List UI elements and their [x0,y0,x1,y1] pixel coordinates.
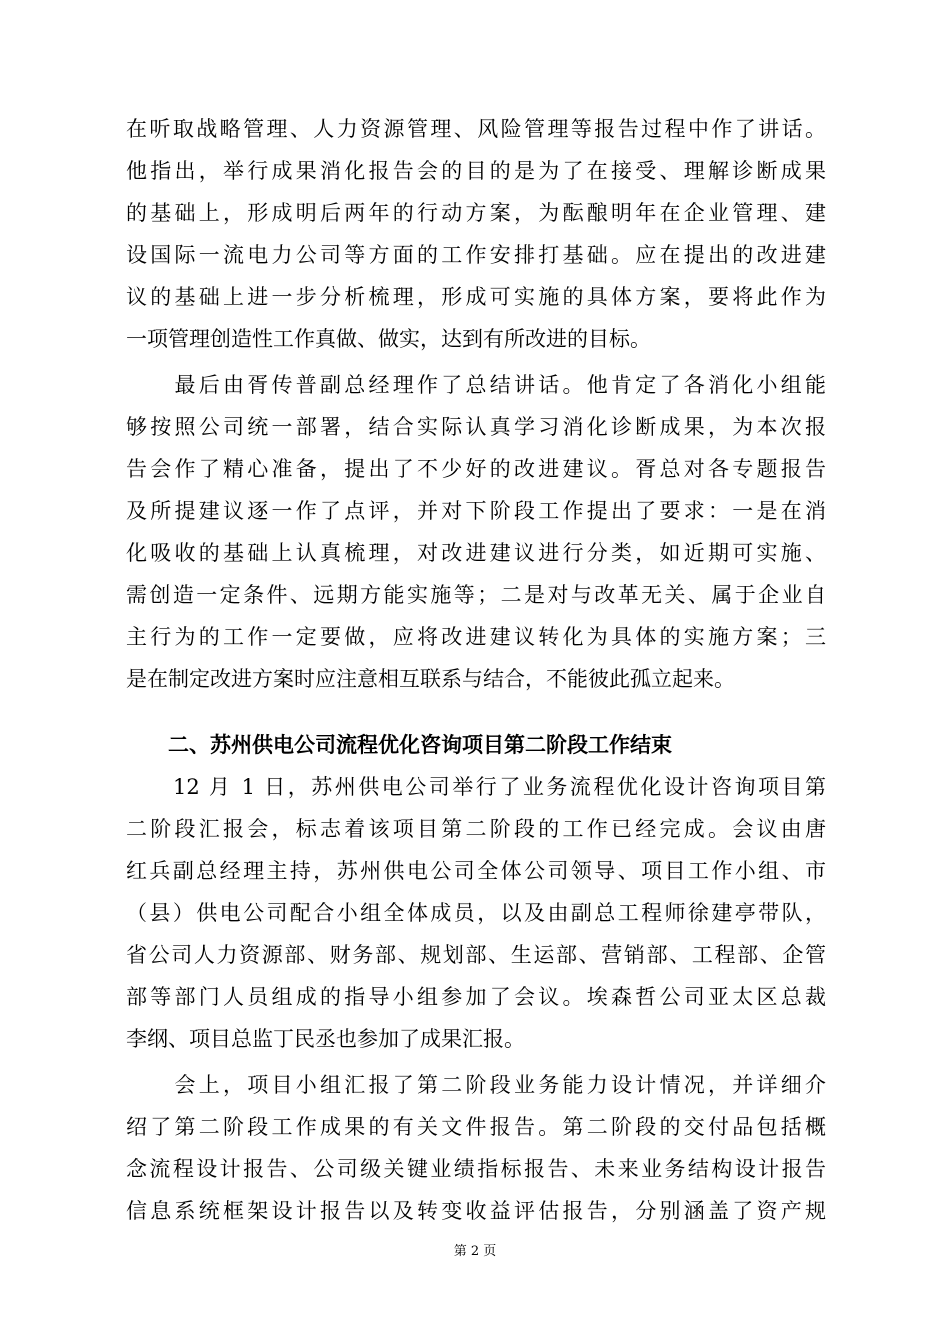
paragraph-line: 念流程设计报告、公司级关键业绩指标报告、未来业务结构设计报告 [126,1157,826,1181]
paragraph-line: 会上，项目小组汇报了第二阶段业务能力设计情况，并详细介 [126,1073,826,1097]
section-heading: 二、苏州供电公司流程优化咨询项目第二阶段工作结束 [168,733,672,757]
paragraph-line: 议的基础上进一步分析梳理，形成可实施的具体方案，要将此作为 [126,285,826,309]
paragraph-line: 李纲、项目总监丁民丞也参加了成果汇报。 [126,1027,525,1051]
paragraph-line: 最后由胥传普副总经理作了总结讲话。他肯定了各消化小组能 [126,373,826,397]
paragraph-line: 需创造一定条件、远期方能实施等；二是对与改革无关、属于企业自 [126,583,826,607]
paragraph-line: 二阶段汇报会，标志着该项目第二阶段的工作已经完成。会议由唐 [126,817,826,841]
paragraph-line: 化吸收的基础上认真梳理，对改进建议进行分类，如近期可实施、 [126,541,826,565]
paragraph-line: 是在制定改进方案时应注意相互联系与结合，不能彼此孤立起来。 [126,667,735,691]
paragraph-line: 省公司人力资源部、财务部、规划部、生运部、营销部、工程部、企管 [126,943,826,967]
paragraph-line: 设国际一流电力公司等方面的工作安排打基础。应在提出的改进建 [126,243,826,267]
paragraph-line: （县）供电公司配合小组全体成员，以及由副总工程师徐建亭带队， [126,901,826,925]
page-number: 第 2 页 [453,1244,497,1259]
paragraph-line: 他指出，举行成果消化报告会的目的是为了在接受、理解诊断成果 [126,159,826,183]
paragraph-line: 一项管理创造性工作真做、做实，达到有所改进的目标。 [126,327,651,351]
paragraph-line: 在听取战略管理、人力资源管理、风险管理等报告过程中作了讲话。 [126,117,826,141]
paragraph-line: 信息系统框架设计报告以及转变收益评估报告，分别涵盖了资产规 [126,1199,826,1223]
paragraph-line: 及所提建议逐一作了点评，并对下阶段工作提出了要求：一是在消 [126,499,826,523]
paragraph-line: 12 月 1 日，苏州供电公司举行了业务流程优化设计咨询项目第 [126,775,826,799]
paragraph-line: 红兵副总经理主持，苏州供电公司全体公司领导、项目工作小组、市 [126,859,826,883]
paragraph-line: 主行为的工作一定要做，应将改进建议转化为具体的实施方案；三 [126,625,826,649]
paragraph-line: 告会作了精心准备，提出了不少好的改进建议。胥总对各专题报告 [126,457,826,481]
paragraph-line: 部等部门人员组成的指导小组参加了会议。埃森哲公司亚太区总裁 [126,985,826,1009]
paragraph-line: 绍了第二阶段工作成果的有关文件报告。第二阶段的交付品包括概 [126,1115,826,1139]
paragraph-line: 够按照公司统一部署，结合实际认真学习消化诊断成果，为本次报 [126,415,826,439]
paragraph-line: 的基础上，形成明后两年的行动方案，为酝酿明年在企业管理、建 [126,201,826,225]
